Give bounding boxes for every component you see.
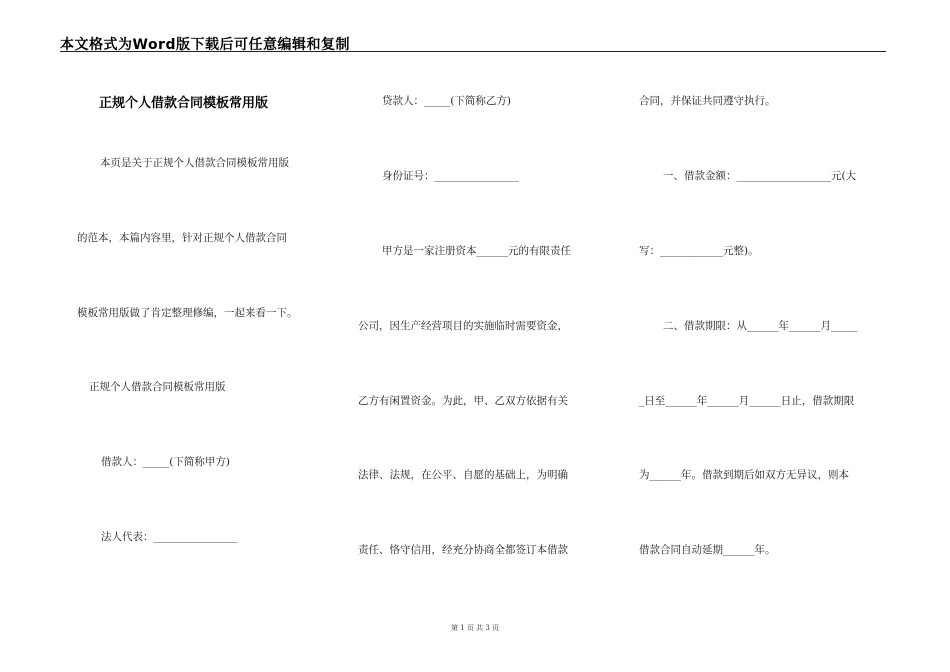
document-header: 本文格式为Word版下载后可任意编辑和复制 [60, 37, 350, 53]
right-line-1: 合同，并保证共同遵守执行。 [639, 95, 776, 107]
left-line-5: 借款人：_____(下简称甲方) [101, 456, 230, 468]
header-divider [60, 51, 886, 52]
middle-line-6: 法律、法规，在公平、自愿的基础上，为明确 [358, 469, 568, 481]
middle-line-5: 乙方有闲置资金。为此，甲、乙双方依据有关 [358, 395, 568, 407]
middle-line-1: 贷款人：_____(下简称乙方) [382, 95, 511, 107]
left-line-3: 模板常用版做了肯定整理修编，一起来看一下。 [77, 307, 298, 319]
right-line-7: 借款合同自动延期______年。 [639, 544, 776, 556]
middle-line-2: 身份证号：________________ [382, 170, 519, 182]
document-title: 正规个人借款合同模板常用版 [99, 96, 269, 111]
page-footer: 第 1 页 共 3 页 [450, 624, 500, 632]
right-line-5: _日至______年______月______日止，借款期限 [639, 395, 855, 407]
middle-line-7: 责任、恪守信用，经充分协商全都签订本借款 [358, 544, 568, 556]
right-line-2: 一、借款金额：__________________元(大 [663, 170, 857, 182]
left-line-6: 法人代表：________________ [101, 531, 238, 543]
right-line-3: 写：____________元整)。 [639, 245, 759, 257]
right-line-6: 为______年。借款到期后如双方无异议，则本 [639, 469, 849, 481]
left-line-2: 的范本，本篇内容里，针对正规个人借款合同 [77, 232, 287, 244]
right-line-4: 二、借款期限：从______年______月_____ [663, 320, 858, 332]
middle-line-4: 公司，因生产经营项目的实施临时需要资金， [358, 320, 568, 332]
middle-line-3: 甲方是一家注册资本______元的有限责任 [382, 245, 571, 257]
left-line-4: 正规个人借款合同模板常用版 [89, 381, 226, 393]
left-line-1: 本页是关于正规个人借款合同模板常用版 [100, 157, 289, 169]
